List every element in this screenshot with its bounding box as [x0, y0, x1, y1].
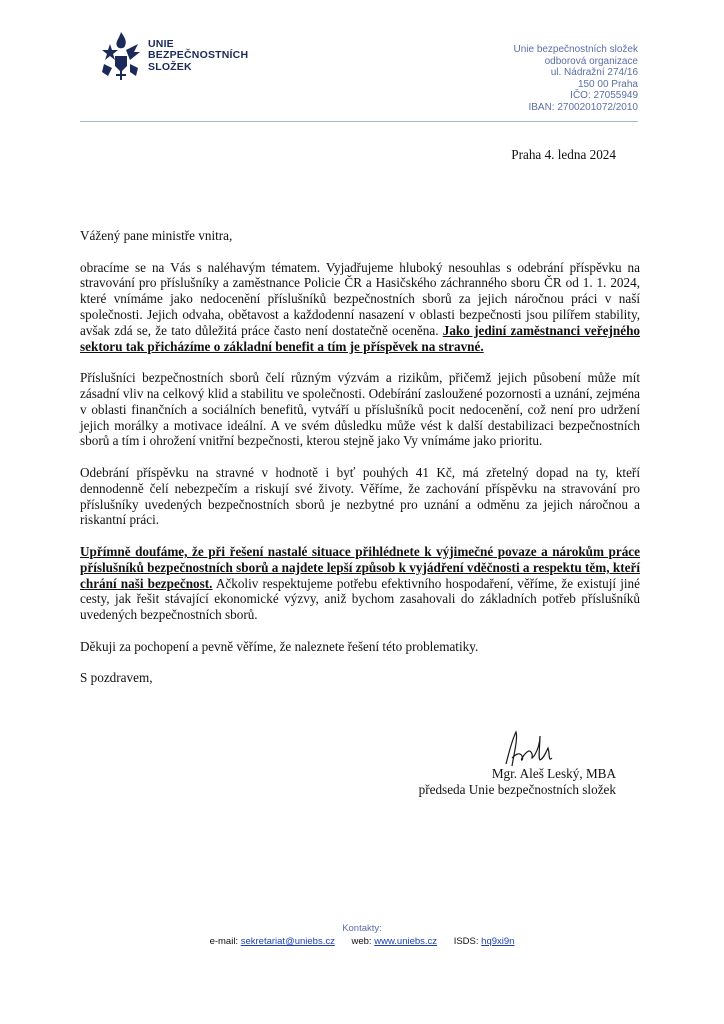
paragraph-3: Odebrání příspěvku na stravné v hodnotě i byť pouhých 41 Kč, má zřetelný dopad na ty, kteří dennodenně čelí nebezpečím a riskují své životy. Věříme, že zachování příspěvku na stravování pro příslušníky uvedených bezpečnostních sborů je nezbytné pro uznání a odměnu za jejich náročnou a riskantní práci. — [80, 464, 640, 528]
web-label: web: — [351, 936, 372, 947]
union-emblem-icon — [100, 30, 142, 82]
paragraph-4 — [80, 544, 640, 623]
paragraph-4-text: Ačkoliv respektujeme potřebu efektivního hospodaření, věříme, že existují jiné cesty, jak řešit stávající ekonomické výzvy, aniž bychom zasahovali do základních potřeb příslušníků uvedených bezpečnostních sborů. — [80, 575, 640, 623]
logo-line-1: UNIE — [148, 37, 174, 50]
signer-title: předseda Unie bezpečnostních složek — [418, 781, 616, 797]
org-ico: IČO: 27055949 — [570, 90, 638, 102]
org-iban: IBAN: 2700201072/2010 — [528, 101, 638, 113]
header-divider — [80, 121, 638, 122]
paragraph-1-text: obracíme se na Vás s naléhavým tématem. Vyjadřujeme hluboký nesouhlas s odebrání příspěvku na stravování pro příslušníky a zaměstnance Policie ČR a Hasičského záchranného sboru ČR od 1. 1. 2024, které vnímáme jako nedocenění příslušníků bezpečnostních sborů za jejich náročnou práci v naší společnosti. Jejich odvaha, obětavost a každodenní nasazení v oblasti bezpečnosti jsou pilířem stability, avšak zdá se, že tato důležitá práce často není dostatečně oceněna. — [80, 259, 640, 338]
paragraph-4-emphasis: Upřímně doufáme, že při řešení nastalé situace přihlédnete k výjimečné povaze a nárokům práce příslušníků bezpečnostních sborů a najdete lepší způsob k vyjádření vděčnosti a respektu těm, kteří chrání naši bezpečnost. — [80, 543, 640, 591]
org-city: 150 00 Praha — [577, 78, 638, 90]
footer-contacts — [0, 922, 724, 948]
signature-block — [419, 766, 616, 798]
org-type: odborová organizace — [544, 55, 638, 67]
organization-address — [513, 44, 638, 114]
paragraph-2: Příslušníci bezpečnostních sborů čelí různým výzvám a rizikům, přičemž jejich působení může mít zásadní vliv na celkový klid a stabilitu ve společnosti. Odebírání zasloužené pozornosti a uznání, zejména v oblasti finančních a sociálních benefitů, vytváří u příslušníků pocit nedocenění, což není pro udržení jejich morálky a motivace ideální. A ve svém důsledku může vést k další destabilizaci bezpečnostních sborů a tím i ohrožení vnitřní bezpečnosti, kterou stejně jako Vy vnímáme jako prioritu. — [80, 370, 640, 449]
logo-line-2: BEZPEČNOSTNÍCH — [148, 49, 249, 62]
paragraph-1 — [80, 260, 640, 355]
isds-link[interactable]: hq9xi9n — [481, 936, 515, 947]
closing: S pozdravem, — [80, 670, 153, 686]
org-street: ul. Nádražní 274/16 — [550, 67, 638, 79]
letter-date: Praha 4. ledna 2024 — [511, 147, 616, 162]
email-label: e-mail: — [209, 936, 239, 947]
logo-wordmark — [148, 39, 248, 74]
contacts-line — [0, 935, 724, 948]
logo-line-3: SLOŽEK — [148, 60, 192, 73]
salutation: Vážený pane ministře vnitra, — [80, 228, 233, 243]
letter-body — [80, 228, 640, 686]
web-link[interactable]: www.uniebs.cz — [374, 936, 438, 947]
header-logo — [100, 30, 248, 82]
org-name: Unie bezpečnostních složek — [513, 44, 638, 55]
contacts-heading: Kontakty: — [342, 923, 382, 934]
isds-label: ISDS: — [453, 936, 479, 947]
email-link[interactable]: sekretariat@uniebs.cz — [240, 936, 335, 947]
signer-name: Mgr. Aleš Leský, MBA — [491, 766, 616, 781]
paragraph-5: Děkuji za pochopení a pevně věříme, že naleznete řešení této problematiky. — [80, 638, 479, 654]
paragraph-1-emphasis: Jako jediní zaměstnanci veřejného sektoru tak přicházíme o základní benefit a tím je příspěvek na stravné. — [80, 322, 640, 354]
